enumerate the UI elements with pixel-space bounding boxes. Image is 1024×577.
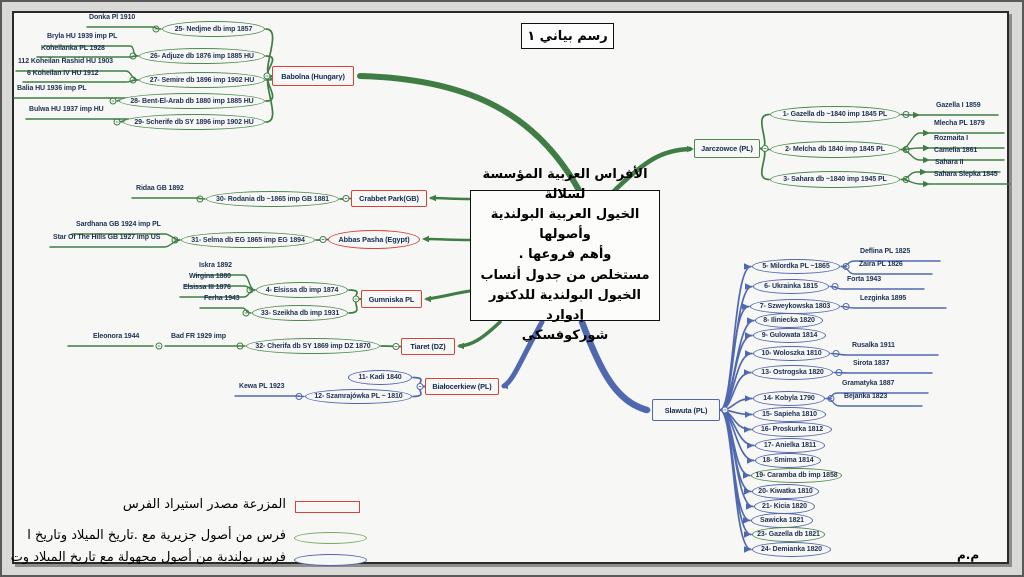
item-i23: 23- Gazella db 1821 (752, 527, 825, 542)
item-i33: 33- Szeikha db imp 1931 (252, 305, 348, 321)
item-i26: 26- Adjuze db 1876 imp 1885 HU (139, 48, 265, 64)
leaf-sahara2: Sahara II (935, 159, 964, 166)
hub-jarczowce: Jarczowce (PL) (694, 139, 760, 158)
leaf-bad: Bad FR 1929 imp (171, 333, 226, 340)
leaf-forta: Forta 1943 (847, 276, 882, 283)
item-i11: 11- Kadi 1840 (348, 370, 412, 385)
center-line: الخيول العربية البولندية وأصولها (490, 207, 640, 243)
leaf-wirgina: Wirgina 1880 (189, 273, 231, 280)
leaf-zaira: Zaira PL 1826 (859, 261, 903, 268)
center-root-box (470, 166, 660, 343)
item-i25: 25- Nedjme db imp 1857 (162, 21, 265, 37)
hub-abbas: Abbas Pasha (Egypt) (328, 230, 420, 249)
item-i21: 21- Kicia 1820 (754, 499, 815, 514)
item-i10: 10- Woloszka 1810 (753, 346, 830, 361)
leaf-bryla: Bryla HU 1939 imp PL (47, 33, 118, 40)
author-initials: م.م (957, 548, 980, 562)
item-i22: Sawicka 1821 (751, 513, 813, 528)
leaf-sirota: Sirota 1837 (853, 360, 890, 367)
item-i14: 14- Kobyla 1790 (753, 391, 825, 406)
leaf-deflina: Deflina PL 1825 (860, 248, 911, 255)
leaf-iskra: Iskra 1892 (199, 262, 232, 269)
chart-title-box: رسم بياني ١ (521, 23, 614, 49)
item-i32: 32- Cherifa db SY 1869 imp DZ 1870 (246, 338, 380, 354)
item-i24: 24- Demianka 1820 (752, 542, 831, 557)
hub-gumniska: Gumniska PL (361, 290, 422, 308)
leaf-rozmaita: Rozmaita I (934, 135, 969, 142)
leaf-starhills: Star Of The Hills GB 1927 imp US (53, 234, 161, 241)
center-line: وأهم فروعها . (518, 247, 612, 263)
center-line: الخيول البولندية للدكتور إدوارد (489, 287, 641, 323)
leaf-ridaa: Ridaa GB 1892 (136, 185, 184, 192)
item-i3: 3- Sahara db ~1840 imp 1945 PL (770, 171, 900, 188)
leaf-kewa: Kewa PL 1923 (239, 383, 285, 390)
item-i12: 12- Szamrajówka PL ~ 1810 (305, 389, 412, 404)
leaf-sardhana: Sardhana GB 1924 imp PL (76, 221, 161, 228)
leaf-mlecha: Mlecha PL 1879 (934, 120, 985, 127)
center-line: شوركوفسكي (521, 328, 609, 343)
leaf-saharaslepka: Sahara Slepka 1845 (934, 171, 998, 178)
item-i31: 31- Selma db EG 1865 imp EG 1894 (181, 232, 315, 248)
leaf-lezginka: Lezginka 1895 (860, 295, 907, 302)
leaf-bulwa: Bulwa HU 1937 imp HU (29, 106, 104, 113)
item-i27: 27- Semire db 1896 imp 1902 HU (139, 72, 265, 88)
item-i5: 5- Milordka PL ~1865 (752, 259, 840, 274)
leaf-balia: Balia HU 1936 imp PL (17, 85, 87, 92)
leaf-k6: 6 Koheilan IV HU 1912 (27, 70, 99, 77)
item-i13: 13- Ostrogska 1820 (752, 365, 833, 380)
leaf-donka: Donka Pl 1910 (89, 14, 136, 21)
item-i15: 15- Sapieha 1810 (753, 407, 826, 422)
leaf-koheilanka: Koheilanka PL 1928 (41, 45, 105, 52)
legend-blue-ellipse-swatch (294, 554, 367, 566)
leaf-ferha: Ferha 1943 (204, 295, 240, 302)
hub-bialocerkiew: Białocerkiew (PL) (425, 378, 499, 395)
item-i18: 18- Smima 1814 (755, 453, 821, 468)
hub-crabbet: Crabbet Park(GB) (351, 190, 427, 207)
item-i4: 4- Elsissa db imp 1874 (256, 282, 348, 298)
hub-babolna: Babolna (Hungary) (272, 66, 354, 86)
item-i28: 28- Bent-El-Arab db 1880 imp 1885 HU (119, 93, 265, 109)
hub-tiaret: Tiaret (DZ) (401, 338, 455, 355)
item-i7: 7- Szweykowska 1803 (750, 299, 840, 314)
item-i8: 8- Iliniecka 1820 (755, 313, 823, 328)
item-i29: 29- Scherife db SY 1896 imp 1902 HU (123, 114, 265, 130)
item-i20: 20- Kiwatka 1810 (752, 484, 819, 499)
item-i1: 1- Gazella db ~1840 imp 1845 PL (770, 106, 900, 123)
legend-green-ellipse-swatch (294, 532, 367, 544)
leaf-elsissa3: Elsissa III 1876 (183, 284, 231, 291)
center-line: الأفراس العربية المؤسسة لسلالة (482, 166, 648, 203)
leaf-eleonora: Eleonora 1944 (93, 333, 140, 340)
legend-label-desert-origin: فرس من أصول جزيرية مع .تاريخ الميلاد وتاريخ ا (27, 528, 286, 543)
item-i9: 9- Gulowata 1814 (753, 328, 826, 343)
leaf-bejanka: Bejanka 1823 (844, 393, 888, 400)
legend-red-box-swatch (295, 501, 360, 513)
item-i2: 2- Melcha db 1840 imp 1845 PL (770, 141, 900, 158)
leaf-gazella1: Gazella I 1859 (936, 102, 981, 109)
legend-label-farm: المزرعة مصدر استيراد الفرس (122, 497, 286, 512)
item-i6: 6- Ukrainka 1815 (753, 279, 829, 294)
legend-label-polish-origin: فرس بولندية من أصول مجهولة مع تاريخ الميلاد وت (10, 550, 286, 565)
item-i17: 17- Anielka 1811 (755, 438, 825, 453)
item-i16: 16- Proskurka 1812 (752, 422, 832, 437)
center-line: مستخلص من جدول أنساب (480, 267, 650, 283)
leaf-kr112: 112 Koheilan Rashid HU 1903 (18, 58, 113, 65)
hub-slawuta: Slawuta (PL) (652, 399, 720, 421)
item-i19: 19- Caramba db imp 1858 (751, 468, 842, 483)
item-i30: 30- Rodania db ~1865 imp GB 1881 (206, 191, 339, 207)
leaf-camelia: Camelia 1861 (934, 147, 978, 154)
leaf-gramatyka: Gramatyka 1887 (842, 380, 895, 387)
leaf-rusalka: Rusalka 1911 (852, 342, 895, 349)
